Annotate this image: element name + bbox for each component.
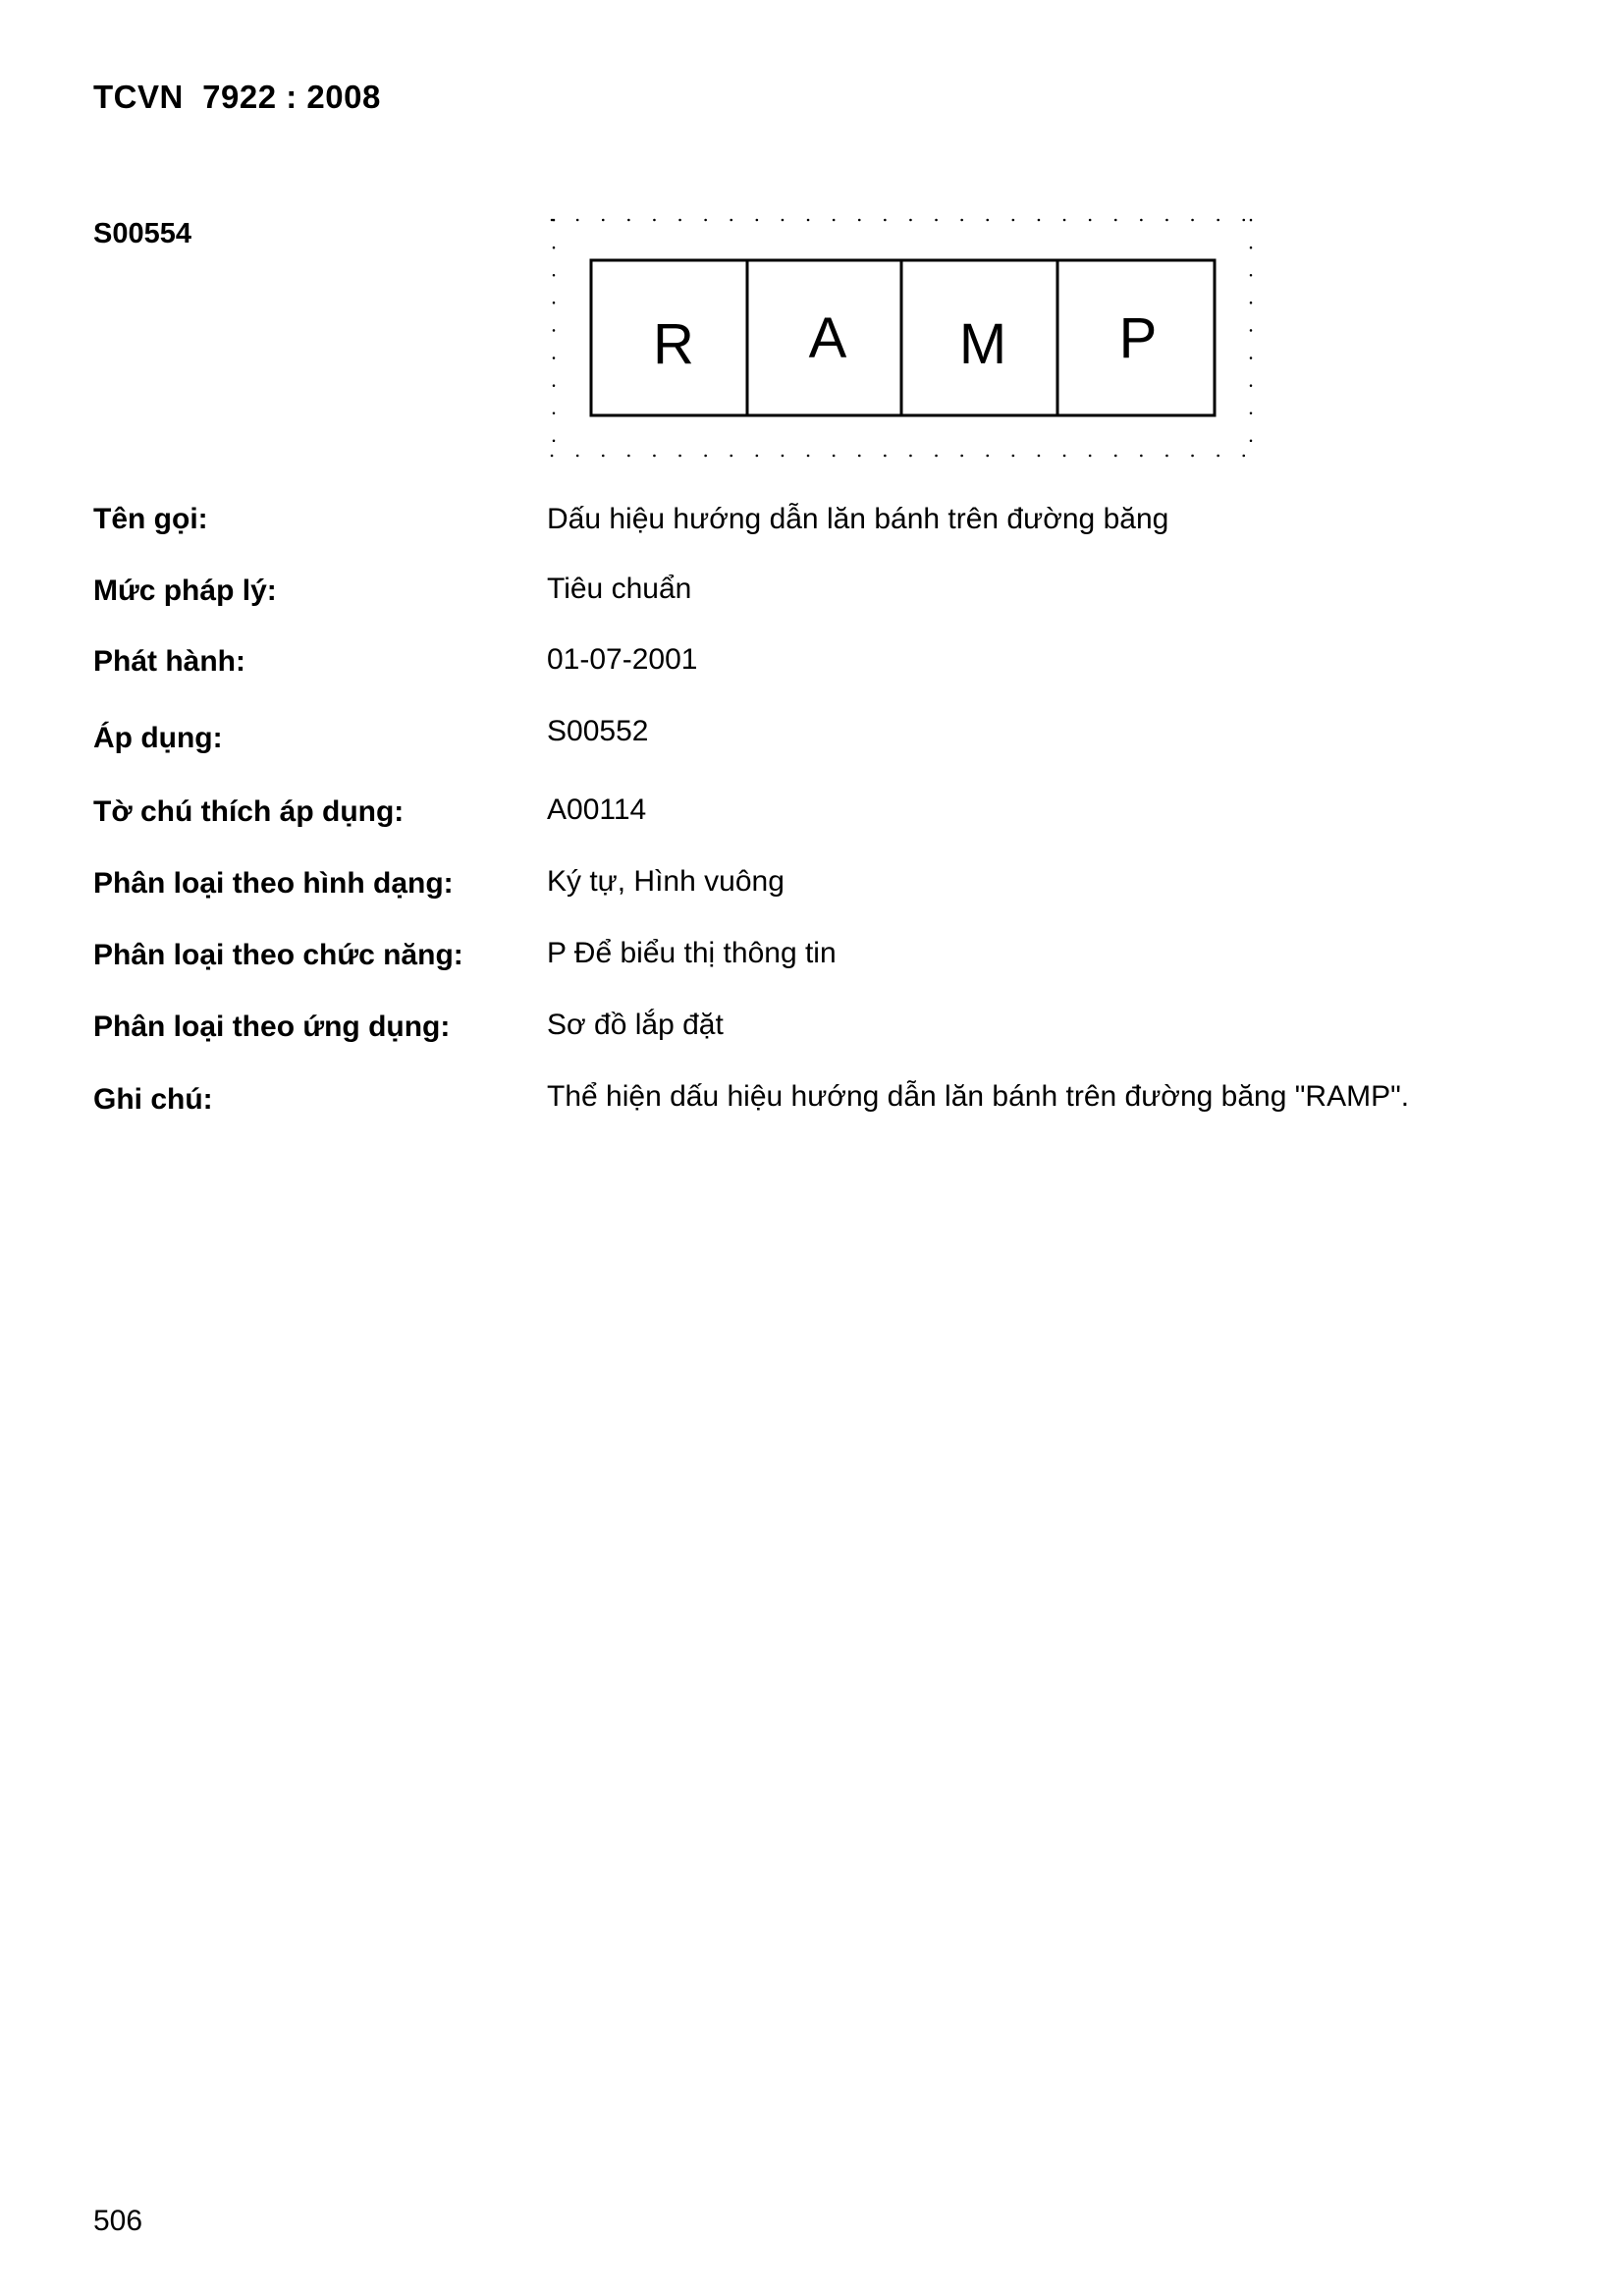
ramp-sign-svg bbox=[542, 208, 1259, 464]
document-header: TCVN 7922 : 2008 bbox=[93, 79, 381, 115]
field-label-annotation-sheet: Tờ chú thích áp dụng: bbox=[93, 795, 405, 828]
field-value-legal-level: Tiêu chuẩn bbox=[547, 573, 692, 605]
sign-letter-a: A bbox=[808, 306, 847, 370]
field-value-applies: S00552 bbox=[547, 715, 649, 747]
field-value-function-class: P Để biểu thị thông tin bbox=[547, 937, 837, 969]
sign-letter-p: P bbox=[1118, 306, 1158, 370]
field-value-name: Dấu hiệu hướng dẫn lăn bánh trên đường băng bbox=[547, 503, 1169, 535]
ramp-sign-figure bbox=[542, 208, 1259, 464]
page-number: 506 bbox=[93, 2205, 143, 2237]
field-label-function-class: Phân loại theo chức năng: bbox=[93, 939, 463, 971]
field-label-legal-level: Mức pháp lý: bbox=[93, 574, 277, 607]
field-label-shape-class: Phân loại theo hình dạng: bbox=[93, 867, 454, 900]
field-value-application-class: Sơ đồ lắp đặt bbox=[547, 1009, 724, 1041]
field-value-issued: 01-07-2001 bbox=[547, 643, 698, 676]
field-label-name: Tên gọi: bbox=[93, 503, 208, 535]
field-value-shape-class: Ký tự, Hình vuông bbox=[547, 865, 785, 898]
sign-letter-m: M bbox=[958, 312, 1007, 376]
field-label-application-class: Phân loại theo ứng dụng: bbox=[93, 1011, 451, 1043]
field-label-issued: Phát hành: bbox=[93, 645, 245, 678]
symbol-code: S00554 bbox=[93, 218, 191, 249]
field-label-applies: Áp dụng: bbox=[93, 722, 223, 754]
sign-letter-r: R bbox=[653, 312, 694, 376]
field-label-note: Ghi chú: bbox=[93, 1083, 213, 1116]
field-value-annotation-sheet: A00114 bbox=[547, 793, 647, 826]
field-value-note: Thể hiện dấu hiệu hướng dẫn lăn bánh trên đường băng "RAMP". bbox=[547, 1080, 1410, 1113]
